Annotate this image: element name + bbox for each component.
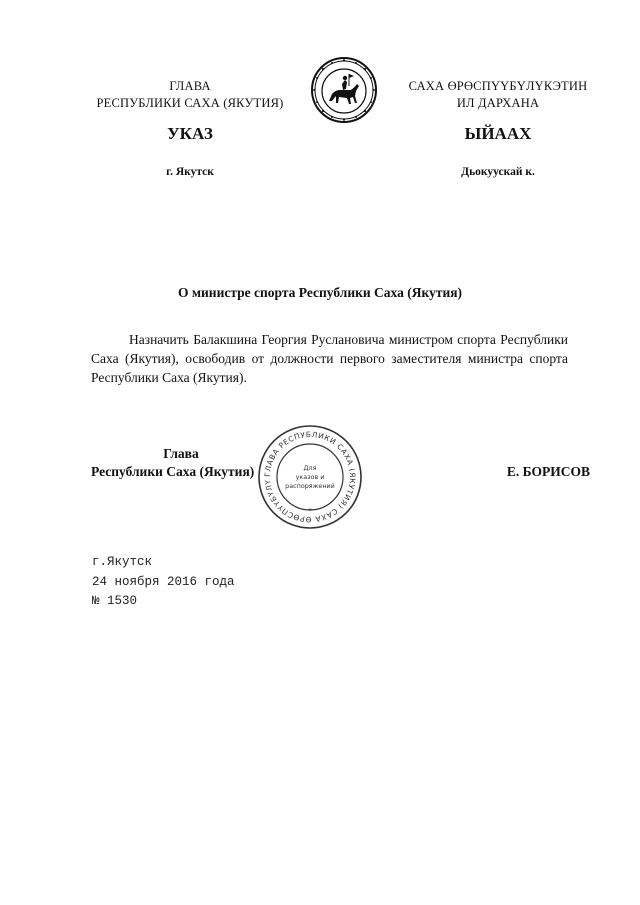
signatory-name: Е. БОРИСОВ	[506, 464, 590, 479]
signature-position-line-2: Республики Саха (Якутия)	[91, 464, 255, 479]
doc-type-right: ЫЙААХ	[464, 124, 532, 143]
official-stamp-icon	[256, 423, 364, 531]
republic-emblem-icon	[310, 56, 378, 124]
stamp-center-line-1: Для	[303, 464, 317, 472]
signature-position-line-1: Глава	[163, 446, 199, 461]
header-left-line-1: ГЛАВА	[169, 79, 211, 93]
header-right-line-1: САХА ӨРӨСПҮҮБҮЛҮКЭТИН	[408, 79, 588, 93]
footer-date: 24 ноября 2016 года	[92, 574, 235, 589]
doc-type-left: УКАЗ	[167, 124, 213, 143]
header-left	[60, 78, 320, 112]
stamp-center-line-3: распоряжений	[285, 482, 335, 490]
header-right	[392, 78, 604, 112]
stamp-center-line-2: указов и	[295, 473, 325, 481]
header-right-line-2: ИЛ ДАРХАНА	[456, 96, 540, 110]
document-title: О министре спорта Республики Саха (Якутия)	[177, 285, 463, 300]
city-right: Дьокуускай к.	[461, 166, 535, 178]
document-body: Назначить Балакшина Георгия Руслановича министром спорта Республики Саха (Якутия), освободив от должности первого заместителя министра спорта Республики Саха (Якутия).	[91, 332, 568, 385]
header-left-line-2: РЕСПУБЛИКИ САХА (ЯКУТИЯ)	[96, 96, 284, 110]
svg-text:*: *	[308, 507, 312, 515]
city-left: г. Якутск	[166, 166, 214, 178]
footer-city: г.Якутск	[92, 555, 153, 569]
document-footer	[92, 553, 235, 612]
footer-number: № 1530	[92, 594, 138, 608]
stamp-ring-text: ГЛАВА РЕСПУБЛИКИ САХА (ЯКУТИЯ) САХА ӨРӨСПҮҮБҮЛҮ	[262, 429, 358, 525]
